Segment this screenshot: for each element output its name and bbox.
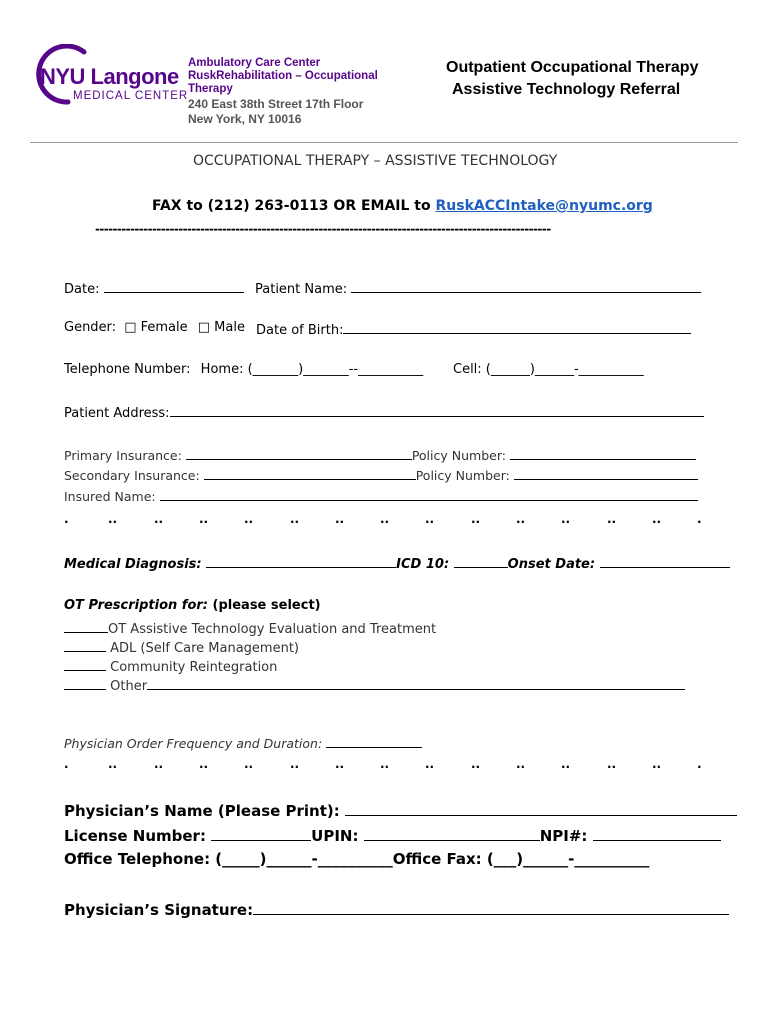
dot-separator-1: ··: [244, 515, 254, 529]
onset-date-field[interactable]: [600, 554, 730, 568]
insured-name-label: Insured Name:: [64, 489, 156, 504]
dot-separator-2: ··: [471, 760, 481, 774]
center-name-line2: RuskRehabilitation – Occupational: [188, 70, 378, 82]
physician-name-row: [64, 800, 737, 820]
date-label: Date:: [64, 282, 100, 297]
insured-name-field[interactable]: [160, 487, 698, 501]
policy-number-field-1[interactable]: [510, 446, 696, 460]
patient-name-row: [255, 279, 701, 297]
dot-separator-1: ·: [697, 515, 702, 529]
secondary-insurance-field[interactable]: [204, 466, 416, 480]
dot-separator-1: ··: [154, 515, 164, 529]
dob-label: Date of Birth:: [256, 323, 344, 338]
dot-separator-1: ··: [607, 515, 617, 529]
signature-row: [64, 899, 729, 919]
please-select-text: (please select): [212, 598, 321, 613]
upin-field[interactable]: [364, 825, 540, 841]
medical-diagnosis-field[interactable]: [206, 554, 396, 568]
medical-diagnosis-label: Medical Diagnosis:: [64, 557, 202, 572]
option-other[interactable]: Other: [64, 676, 685, 694]
address-row: [64, 403, 704, 421]
cell-phone-field[interactable]: Cell: (______)______-__________: [453, 362, 644, 377]
dot-separator-2: ··: [652, 760, 662, 774]
dot-separator-2: ··: [244, 760, 254, 774]
telephone-row: [64, 362, 423, 377]
dot-separator-2: ··: [607, 760, 617, 774]
physician-signature-field[interactable]: [253, 899, 729, 915]
dot-separator-1: ··: [471, 515, 481, 529]
option-adl[interactable]: ADL (Self Care Management): [64, 638, 299, 656]
primary-insurance-field[interactable]: [186, 446, 412, 460]
upin-label: UPIN:: [311, 827, 359, 845]
patient-name-label: Patient Name:: [255, 282, 348, 297]
male-checkbox[interactable]: □ Male: [197, 320, 245, 335]
address-line2: New York, NY 10016: [188, 112, 302, 126]
policy-number-field-2[interactable]: [514, 466, 698, 480]
icd10-label: ICD 10:: [396, 557, 450, 572]
dot-separator-2: ··: [335, 760, 345, 774]
insured-name-row: [64, 487, 698, 504]
physician-signature-label: Physician’s Signature:: [64, 901, 254, 919]
form-title-line2: Assistive Technology Referral: [452, 81, 681, 98]
dash-separator: --------------------------------------------------------------------------------------------------------: [95, 222, 551, 236]
prescription-label: OT Prescription for:: [64, 598, 208, 613]
email-link[interactable]: RuskACCIntake@nyumc.org: [435, 198, 653, 214]
section-heading: OCCUPATIONAL THERAPY – ASSISTIVE TECHNOLOGY: [193, 153, 558, 169]
office-fax-field[interactable]: Office Fax: (___)______-__________: [392, 850, 650, 868]
header-divider: [30, 142, 738, 143]
date-row: [64, 279, 244, 297]
primary-insurance-row: [64, 446, 696, 463]
dob-row: [256, 320, 691, 338]
other-field[interactable]: [147, 676, 685, 690]
npi-field[interactable]: [593, 825, 721, 841]
fax-text: FAX to (212) 263-0113 OR EMAIL to: [152, 198, 436, 214]
onset-date-label: Onset Date:: [507, 557, 596, 572]
dot-separator-1: ··: [516, 515, 526, 529]
dot-separator-1: ··: [425, 515, 435, 529]
home-phone-field[interactable]: Home: (_______)_______--__________: [200, 362, 424, 377]
logo-wordmark: NYU Langone: [40, 64, 179, 89]
date-field[interactable]: [104, 279, 244, 293]
dot-separator-1: ··: [561, 515, 571, 529]
dot-separator-1: ·: [64, 515, 69, 529]
dot-separator-1: ··: [290, 515, 300, 529]
license-number-label: License Number:: [64, 827, 206, 845]
policy-number-label-2: Policy Number:: [415, 468, 510, 483]
license-row: [64, 825, 721, 845]
secondary-insurance-row: [64, 466, 698, 483]
telephone-label: Telephone Number:: [64, 362, 191, 377]
npi-label: NPI#:: [539, 827, 588, 845]
icd10-field[interactable]: [454, 554, 508, 568]
office-telephone-field[interactable]: Office Telephone: (_____)______-__________: [64, 850, 393, 868]
dot-separator-1: ··: [335, 515, 345, 529]
dot-separator-2: ··: [108, 760, 118, 774]
form-title-line1: Outpatient Occupational Therapy: [446, 59, 699, 76]
frequency-field[interactable]: [326, 734, 422, 748]
diagnosis-row: [64, 554, 730, 572]
office-phone-row: [64, 850, 649, 868]
license-number-field[interactable]: [211, 825, 311, 841]
dob-field[interactable]: [343, 320, 691, 334]
dot-separator-2: ··: [561, 760, 571, 774]
prescription-heading: [64, 598, 321, 613]
dot-separator-2: ·: [64, 760, 69, 774]
center-name-line3: Therapy: [188, 83, 233, 95]
gender-row: [64, 320, 245, 335]
patient-address-label: Patient Address:: [64, 406, 170, 421]
dot-separator-2: ··: [425, 760, 435, 774]
dot-separator-1: ··: [199, 515, 209, 529]
dot-separator-2: ··: [380, 760, 390, 774]
center-name-line1: Ambulatory Care Center: [188, 57, 321, 69]
dot-separator-2: ··: [199, 760, 209, 774]
dot-separator-1: ··: [108, 515, 118, 529]
patient-address-field[interactable]: [170, 403, 704, 417]
female-checkbox[interactable]: □ Female: [124, 320, 188, 335]
dot-separator-2: ··: [154, 760, 164, 774]
policy-number-label-1: Policy Number:: [411, 448, 506, 463]
gender-label: Gender:: [64, 320, 117, 335]
physician-name-label: Physician’s Name (Please Print):: [64, 802, 340, 820]
submission-instructions: [152, 198, 653, 214]
dot-separator-1: ··: [652, 515, 662, 529]
dot-separator-2: ··: [516, 760, 526, 774]
frequency-label: Physician Order Frequency and Duration:: [64, 736, 323, 751]
option-community-reintegration[interactable]: Community Reintegration: [64, 657, 277, 675]
primary-insurance-label: Primary Insurance:: [64, 448, 182, 463]
logo-subtitle: MEDICAL CENTER: [73, 90, 189, 102]
dot-separator-1: ··: [380, 515, 390, 529]
address-line1: 240 East 38th Street 17th Floor: [188, 97, 364, 111]
option-at-evaluation[interactable]: OT Assistive Technology Evaluation and Treatment: [64, 619, 436, 637]
patient-name-field[interactable]: [351, 279, 701, 293]
dot-separator-2: ·: [697, 760, 702, 774]
frequency-row: [64, 734, 422, 751]
dot-separator-2: ··: [290, 760, 300, 774]
secondary-insurance-label: Secondary Insurance:: [64, 468, 200, 483]
physician-name-field[interactable]: [345, 800, 737, 816]
